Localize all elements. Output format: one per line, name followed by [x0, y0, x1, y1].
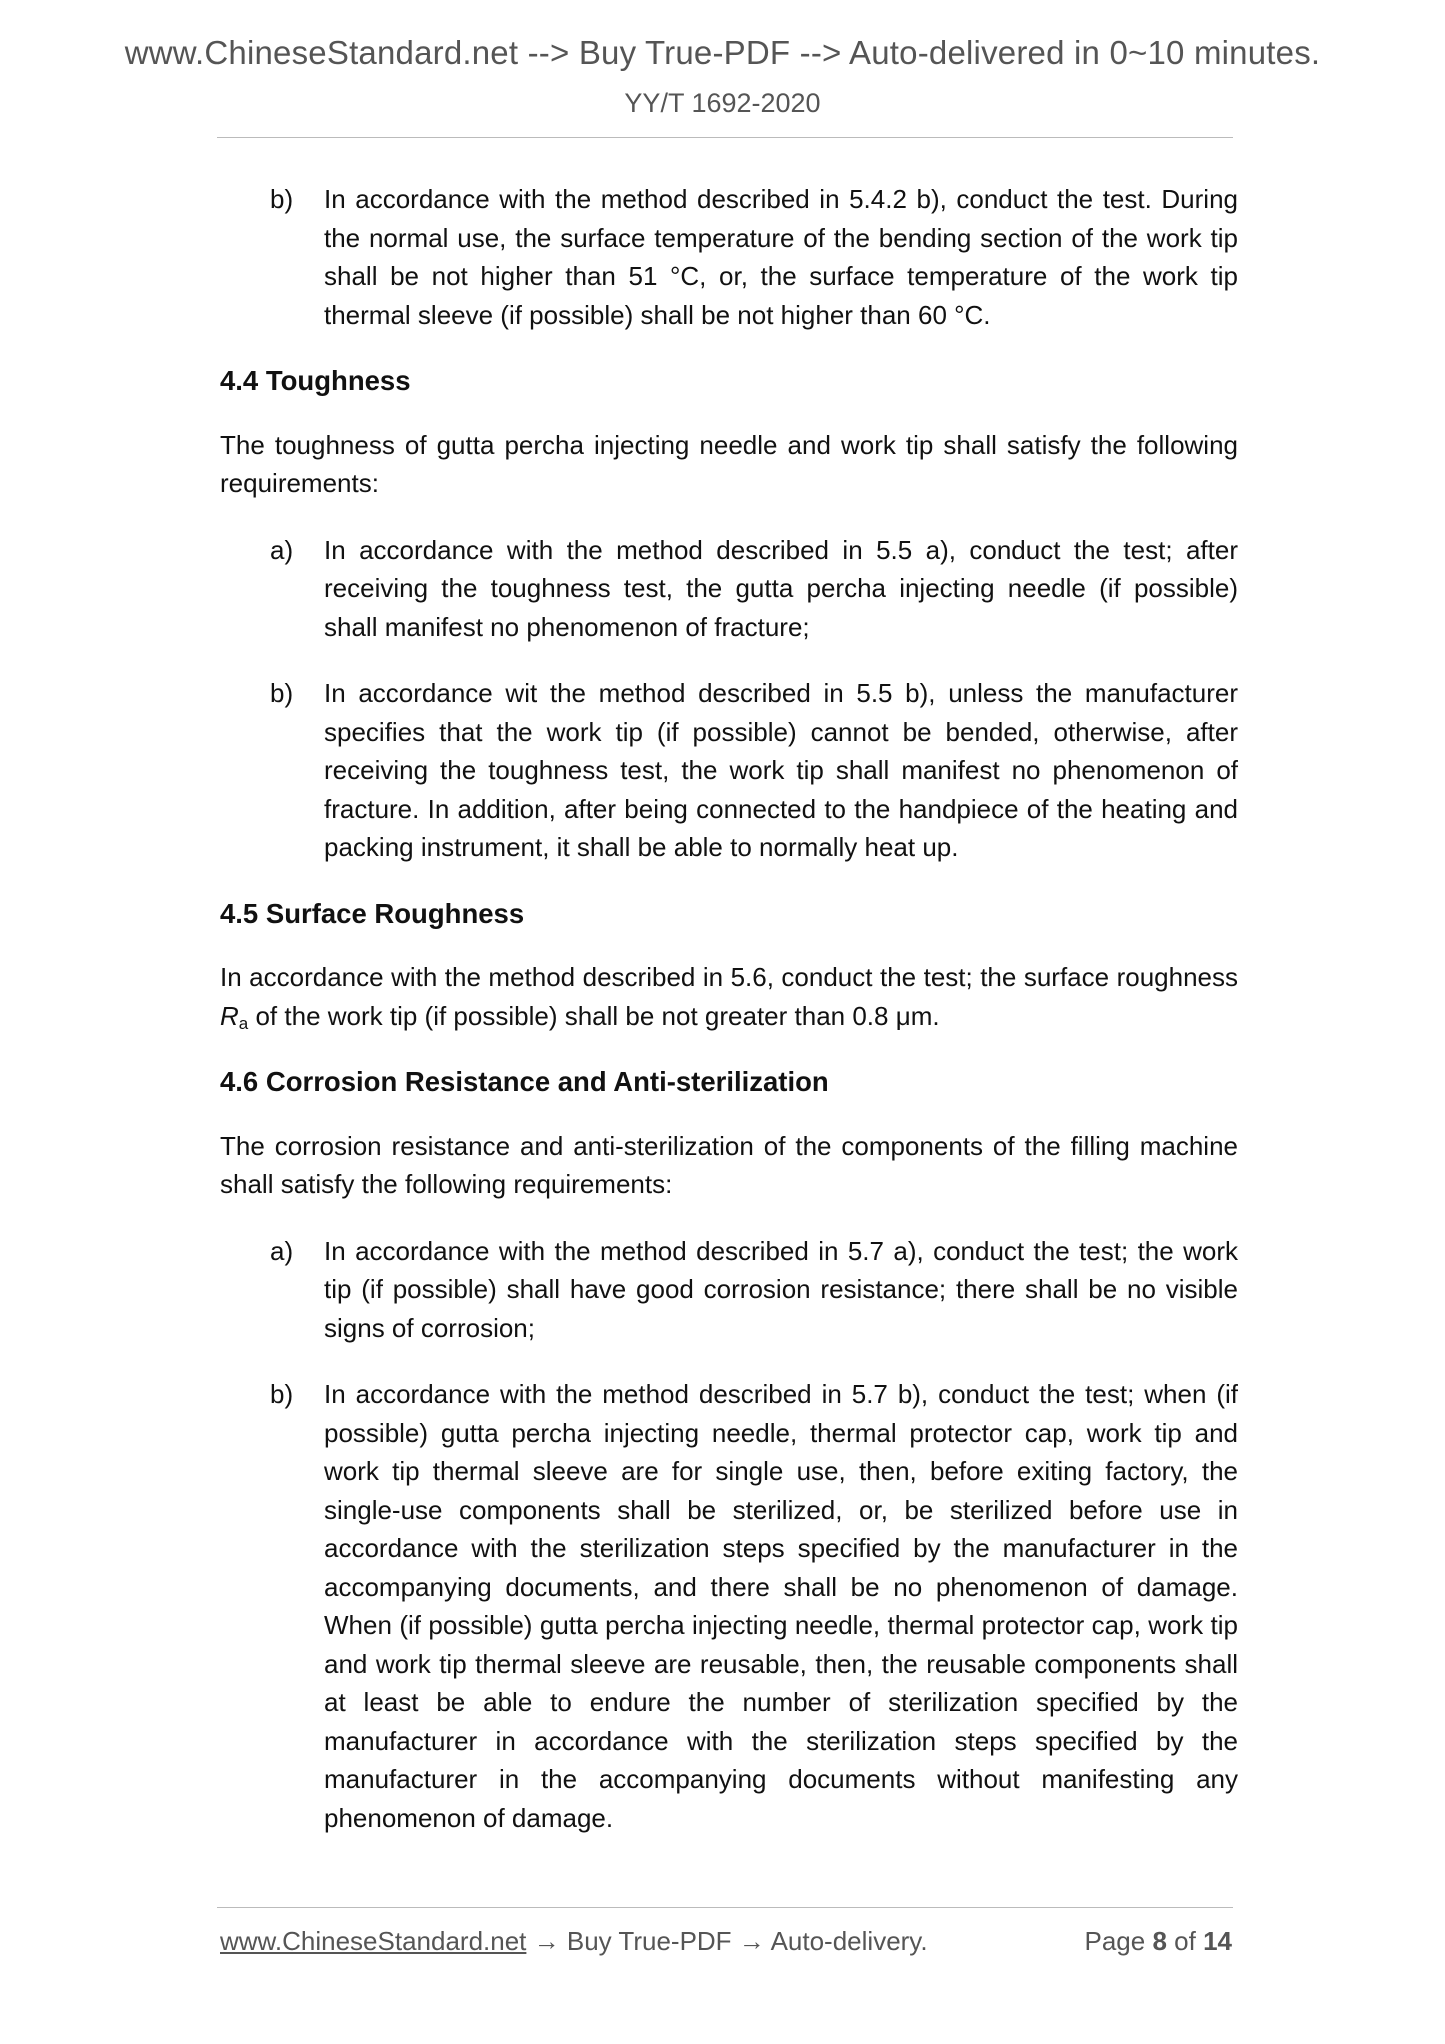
standard-code: YY/T 1692-2020	[624, 88, 821, 118]
page-footer	[220, 1926, 1232, 1957]
roughness-text-after: of the work tip (if possible) shall be not greater than 0.8 μm.	[248, 1000, 940, 1031]
list-marker: b)	[270, 678, 294, 708]
page-number: 8	[1152, 1926, 1167, 1956]
of-label: of	[1174, 1926, 1196, 1956]
page-total: 14	[1203, 1926, 1232, 1956]
roughness-text-before: In accordance with the method described in 5.6, conduct the test; the surface roughness	[220, 962, 1238, 992]
footer-divider	[217, 1907, 1233, 1908]
list-item	[220, 531, 1238, 647]
top-banner: www.ChineseStandard.net --> Buy True-PDF --> Auto-delivered in 0~10 minutes.	[124, 34, 1321, 71]
section-heading-4-4: 4.4 Toughness	[220, 365, 411, 396]
list-marker: b)	[270, 184, 294, 214]
roughness-symbol: R	[220, 1000, 239, 1031]
footer-tagline: → Buy True-PDF → Auto-delivery.	[526, 1926, 928, 1956]
section-heading-4-6: 4.6 Corrosion Resistance and Anti-sterilization	[220, 1066, 829, 1097]
roughness-subscript: a	[238, 1013, 249, 1033]
footer-site-link[interactable]: www.ChineseStandard.net	[220, 1926, 527, 1956]
header-divider	[217, 137, 1233, 138]
list-item-text: In accordance with the method described in 5.5 a), conduct the test; after receiving the toughness test, the gutta percha injecting needle (if possible) shall manifest no phenomenon of fracture;	[324, 534, 1238, 642]
list-item	[220, 1232, 1238, 1348]
page-label: Page	[1084, 1926, 1146, 1956]
list-item	[220, 180, 1238, 334]
section-intro-4-4: The toughness of gutta percha injecting needle and work tip shall satisfy the following requirements:	[220, 429, 1238, 498]
list-item-text: In accordance with the method described in 5.4.2 b), conduct the test. During the normal use, the surface temperature of the bending section of the work tip shall be not higher than 51 °C, or, the surface temperature of the work tip thermal sleeve (if possible) shall be not higher than 60 °C.	[324, 184, 1238, 330]
document-body	[220, 180, 1238, 1865]
list-marker: a)	[270, 1235, 294, 1266]
list-item	[220, 1375, 1238, 1837]
section-text-4-5	[220, 958, 1238, 1035]
section-intro-4-6: The corrosion resistance and anti-sterilization of the components of the filling machine shall satisfy the following requirements:	[220, 1130, 1238, 1199]
page-indicator	[1084, 1926, 1232, 1957]
list-item-text: In accordance with the method described in 5.7 b), conduct the test; when (if possible) gutta percha injecting needle, thermal protector cap, work tip and work tip thermal sleeve are for single use, then, before exiting factory, the single-use components shall be sterilized, or, be sterilized before use in accordance with the sterilization steps specified by the manufacturer in the accompanying documents, and there shall be no phenomenon of damage. When (if possible) gutta percha injecting needle, thermal protector cap, work tip and work tip thermal sleeve are reusable, then, the reusable components shall at least be able to endure the number of sterilization specified by the manufacturer in accordance with the sterilization steps specified by the manufacturer in the accompanying documents without manifesting any phenomenon of damage.	[324, 1379, 1238, 1833]
list-marker: a)	[270, 534, 294, 565]
list-item-text: In accordance with the method described in 5.7 a), conduct the test; the work tip (if possible) shall have good corrosion resistance; there shall be no visible signs of corrosion;	[324, 1235, 1238, 1343]
list-item-text: In accordance wit the method described in 5.5 b), unless the manufacturer specifies that the work tip (if possible) cannot be bended, otherwise, after receiving the toughness test, the work tip shall manifest no phenomenon of fracture. In addition, after being connected to the handpiece of the heating and packing instrument, it shall be able to normally heat up.	[324, 678, 1238, 862]
list-marker: b)	[270, 1379, 294, 1409]
list-item	[220, 674, 1238, 867]
section-heading-4-5: 4.5 Surface Roughness	[220, 897, 525, 929]
